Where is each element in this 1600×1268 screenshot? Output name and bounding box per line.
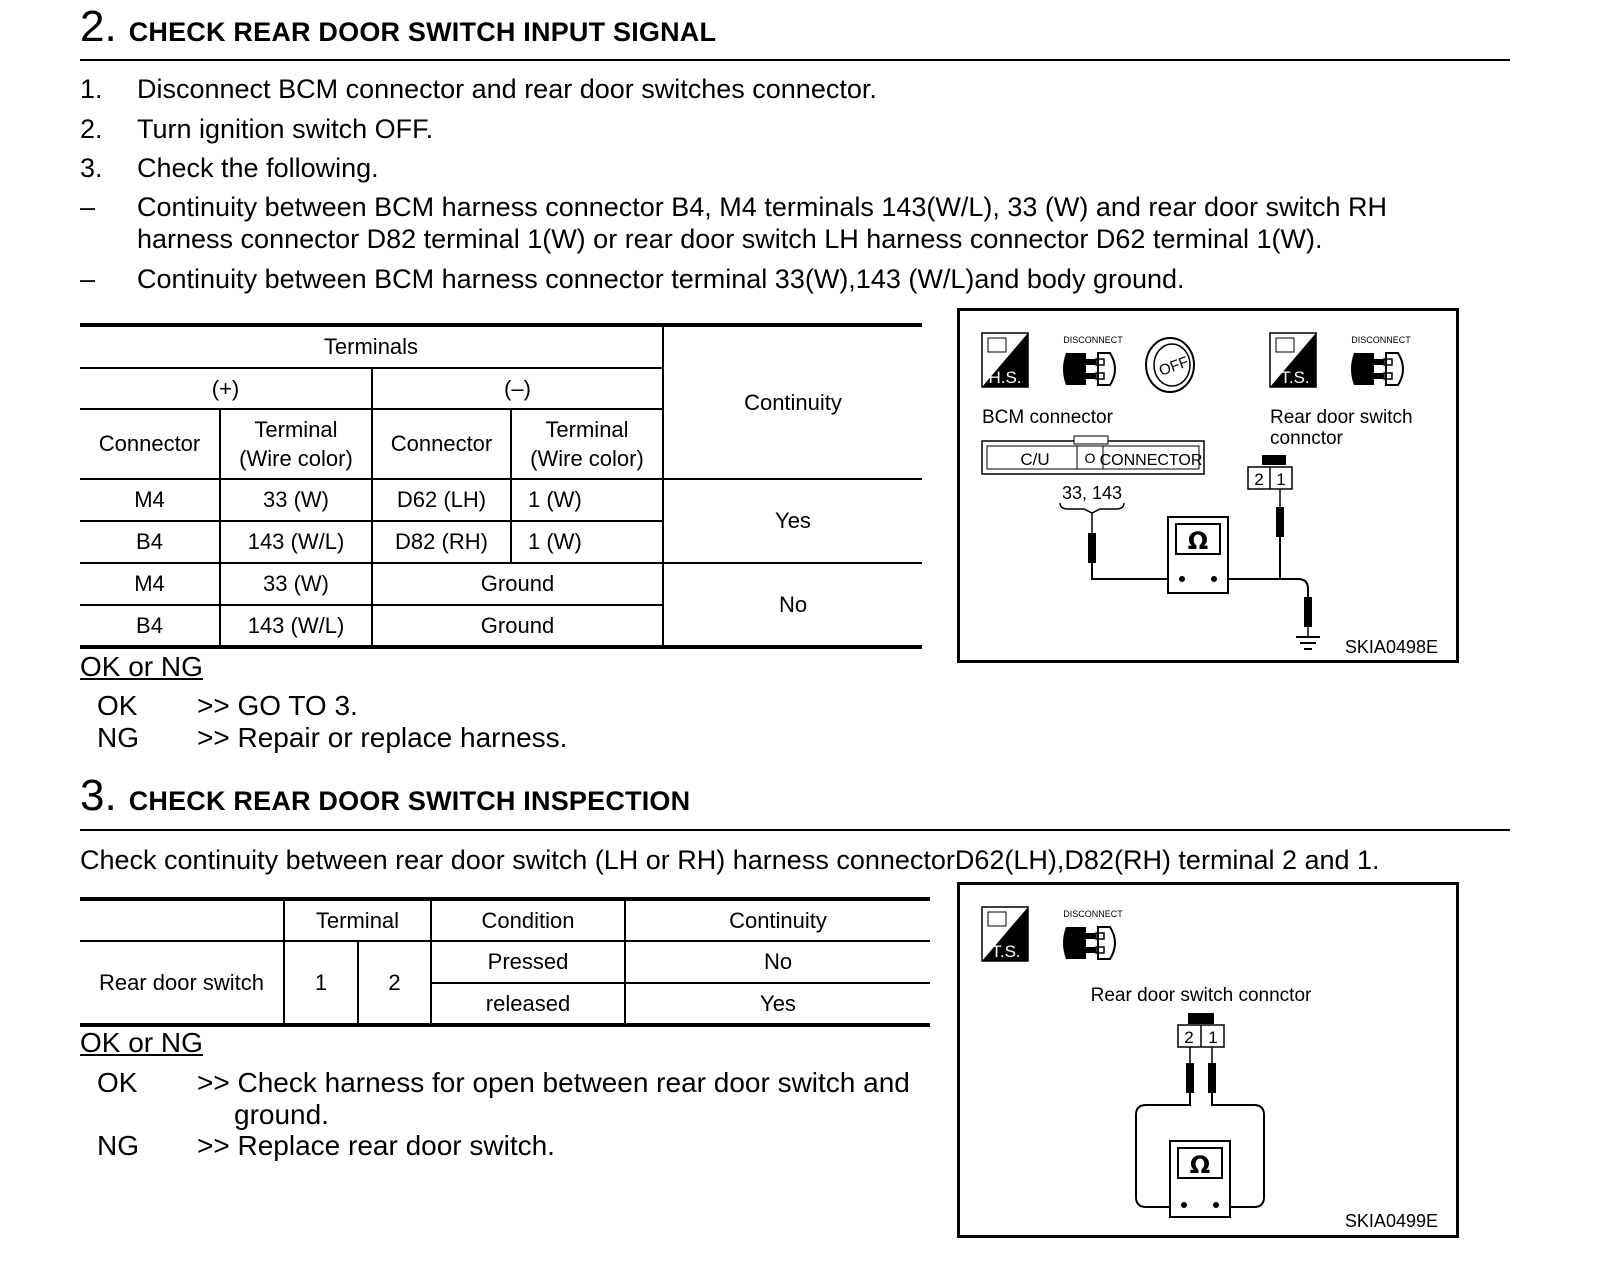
ng-label: NG bbox=[97, 1130, 139, 1161]
table-cell: Ground bbox=[372, 605, 663, 647]
terminal-header-line2: (Wire color) bbox=[239, 446, 353, 471]
disconnect-icon bbox=[1063, 909, 1123, 959]
disconnect-label: DISCONNECT bbox=[1063, 909, 1123, 919]
rear-switch-connector-shape bbox=[1178, 1013, 1224, 1047]
hs-icon bbox=[982, 333, 1028, 387]
continuity-no: No bbox=[663, 563, 922, 647]
table-cell: D82 (RH) bbox=[372, 521, 511, 563]
table-cell: M4 bbox=[80, 479, 220, 521]
bullet-marker: – bbox=[80, 192, 96, 222]
rear-switch-label-2: connctor bbox=[1270, 428, 1343, 449]
condition-pressed: Pressed bbox=[431, 941, 625, 983]
wiring-diagram-skia0499e bbox=[957, 882, 1459, 1238]
ignition-off-icon bbox=[1146, 338, 1194, 392]
disconnect-label: DISCONNECT bbox=[1351, 335, 1411, 345]
ok-action: >> GO TO 3. bbox=[197, 690, 358, 721]
table-cell: 143 (W/L) bbox=[220, 521, 372, 563]
step-3-heading bbox=[80, 771, 690, 821]
bullet-text: Continuity between BCM harness connector terminal 33(W),143 (W/L)and body ground. bbox=[137, 264, 1185, 294]
ohmmeter-icon bbox=[1168, 517, 1228, 593]
divider bbox=[80, 59, 1510, 61]
step-3-instruction: Check continuity between rear door switch (LH or RH) harness connectorD62(LH),D82(RH) terminal 2 and 1. bbox=[80, 845, 1380, 875]
step-number: 2. bbox=[80, 2, 117, 51]
terminal-header-line2: (Wire color) bbox=[530, 446, 644, 471]
off-label: OFF bbox=[1156, 353, 1191, 380]
ts-icon bbox=[1270, 333, 1316, 387]
connector-box-label: CONNECTOR bbox=[1099, 452, 1203, 469]
plus-header: (+) bbox=[80, 368, 372, 409]
table-cell: B4 bbox=[80, 605, 220, 647]
bullet-text: Continuity between BCM harness connector B4, M4 terminals 143(W/L), 33 (W) and rear door switch RH bbox=[137, 192, 1388, 222]
bullet-text: harness connector D82 terminal 1(W) or rear door switch LH harness connector D62 terminal 1(W). bbox=[137, 224, 1323, 254]
rear-switch-label: Rear door switch bbox=[1270, 407, 1413, 428]
ohm-label: Ω bbox=[1189, 1151, 1211, 1179]
table-cell: 1 (W) bbox=[511, 479, 663, 521]
wiring-diagram-skia0498e bbox=[957, 308, 1459, 663]
continuity-pressed: No bbox=[625, 941, 930, 983]
pin-2-label: 2 bbox=[1254, 470, 1264, 489]
table-cell: 33 (W) bbox=[220, 563, 372, 605]
ohm-label: Ω bbox=[1187, 527, 1209, 555]
step-number: 3. bbox=[80, 771, 117, 820]
ok-label: OK bbox=[97, 1067, 138, 1098]
step-2-heading bbox=[80, 2, 716, 52]
disconnect-icon bbox=[1351, 335, 1411, 385]
table-row bbox=[80, 941, 930, 983]
table-cell: 143 (W/L) bbox=[220, 605, 372, 647]
continuity-released: Yes bbox=[625, 983, 930, 1025]
hs-label: H.S. bbox=[988, 368, 1022, 387]
disconnect-label: DISCONNECT bbox=[1063, 335, 1123, 345]
terminal-continuity-table bbox=[80, 323, 922, 649]
diagram-graphics bbox=[960, 311, 1462, 666]
terminal-1: 1 bbox=[284, 941, 358, 1025]
table-cell: M4 bbox=[80, 563, 220, 605]
pin-1-label: 1 bbox=[1208, 1028, 1218, 1047]
terminal-2: 2 bbox=[358, 941, 431, 1025]
connector-header: Connector bbox=[372, 409, 511, 479]
figure-code: SKIA0499E bbox=[1344, 1211, 1438, 1231]
terminals-label: 33, 143 bbox=[1061, 483, 1123, 503]
ng-action: >> Replace rear door switch. bbox=[197, 1130, 555, 1161]
connector-header: Connector bbox=[80, 409, 220, 479]
terminal-header: Terminal bbox=[284, 899, 431, 941]
ts-label: T.S. bbox=[1280, 368, 1310, 387]
divider bbox=[80, 829, 1510, 831]
bcm-connector-label: BCM connector bbox=[982, 407, 1113, 428]
disconnect-icon bbox=[1063, 335, 1123, 385]
table-cell: D62 (LH) bbox=[372, 479, 511, 521]
ok-action-continued: ground. bbox=[234, 1099, 329, 1130]
empty-header bbox=[80, 899, 284, 941]
step-marker: 2. bbox=[80, 114, 103, 144]
continuity-yes: Yes bbox=[663, 479, 922, 563]
ts-label: T.S. bbox=[991, 942, 1021, 961]
step-marker: 3. bbox=[80, 153, 103, 183]
terminal-header bbox=[511, 409, 663, 479]
ohmmeter-icon bbox=[1170, 1141, 1230, 1217]
continuity-header: Continuity bbox=[663, 325, 922, 479]
rear-switch-connector-label: Rear door switch connctor bbox=[1090, 985, 1312, 1006]
o-label: O bbox=[1084, 450, 1096, 466]
ok-label: OK bbox=[97, 690, 138, 721]
step-text: Disconnect BCM connector and rear door switches connector. bbox=[137, 74, 877, 104]
rear-switch-connector-shape bbox=[1248, 455, 1292, 489]
diagram-graphics bbox=[960, 885, 1462, 1241]
terminal-header bbox=[220, 409, 372, 479]
condition-header: Condition bbox=[431, 899, 625, 941]
bullet-marker: – bbox=[80, 264, 96, 294]
table-row bbox=[80, 563, 922, 605]
table-cell: B4 bbox=[80, 521, 220, 563]
step-title: CHECK REAR DOOR SWITCH INPUT SIGNAL bbox=[128, 17, 717, 47]
condition-released: released bbox=[431, 983, 625, 1025]
table-cell: Ground bbox=[372, 563, 663, 605]
terminals-header: Terminals bbox=[80, 325, 663, 368]
step-title: CHECK REAR DOOR SWITCH INSPECTION bbox=[128, 786, 691, 816]
row-label: Rear door switch bbox=[80, 941, 284, 1025]
step-text: Turn ignition switch OFF. bbox=[137, 114, 434, 144]
table-row bbox=[80, 479, 922, 521]
terminal-header-line1: Terminal bbox=[254, 417, 338, 442]
table-cell: 33 (W) bbox=[220, 479, 372, 521]
minus-header: (–) bbox=[372, 368, 663, 409]
ok-action: >> Check harness for open between rear door switch and bbox=[197, 1067, 910, 1098]
ng-action: >> Repair or replace harness. bbox=[197, 722, 568, 753]
terminal-header-line1: Terminal bbox=[545, 417, 629, 442]
pin-1-label: 1 bbox=[1276, 470, 1286, 489]
step-marker: 1. bbox=[80, 74, 103, 104]
continuity-header: Continuity bbox=[625, 899, 930, 941]
ng-label: NG bbox=[97, 722, 139, 753]
table-cell: 1 (W) bbox=[511, 521, 663, 563]
pin-2-label: 2 bbox=[1184, 1028, 1194, 1047]
switch-inspection-table bbox=[80, 897, 930, 1027]
ts-icon bbox=[982, 907, 1028, 961]
ok-or-ng-heading: OK or NG bbox=[80, 1027, 203, 1058]
step-text: Check the following. bbox=[137, 153, 379, 183]
ok-or-ng-heading: OK or NG bbox=[80, 651, 203, 682]
figure-code: SKIA0498E bbox=[1344, 637, 1438, 657]
cu-label: C/U bbox=[1020, 450, 1050, 469]
bcm-connector-shape bbox=[982, 436, 1204, 474]
ground-symbol bbox=[1296, 637, 1320, 649]
